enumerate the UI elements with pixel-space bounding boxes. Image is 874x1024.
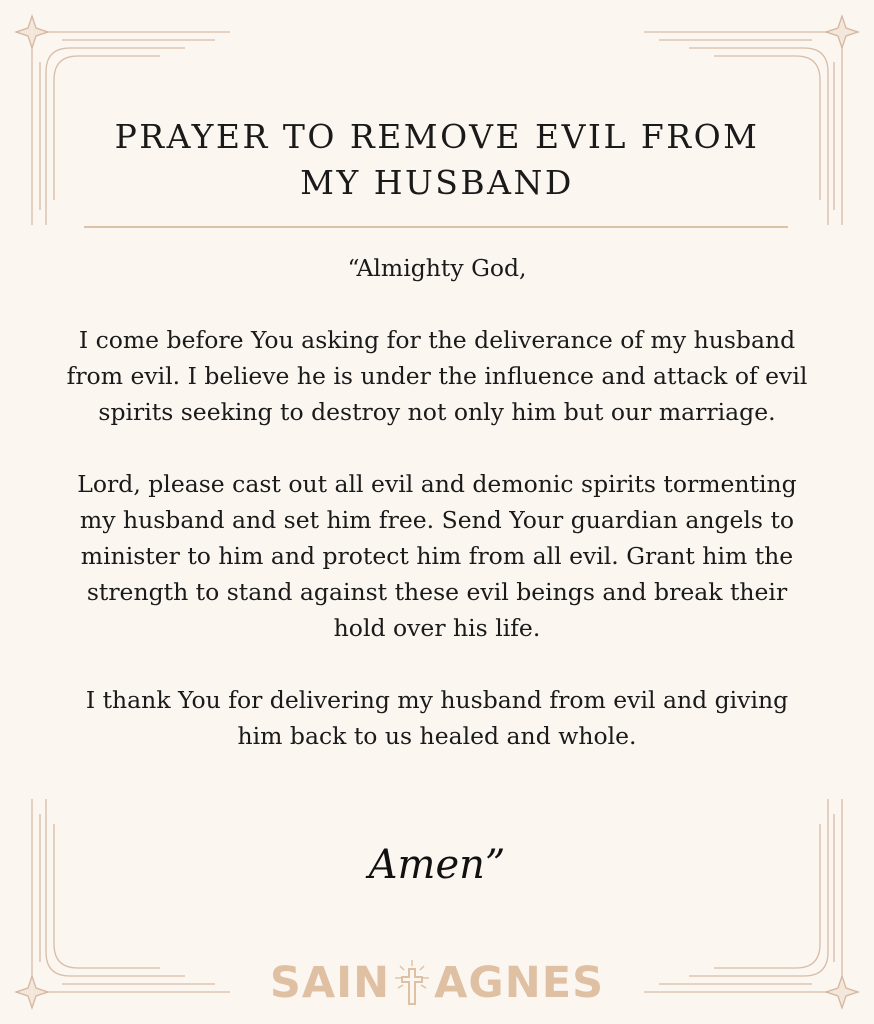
prayer-paragraph: I come before You asking for the deliverance of my husband from evil. I believe he is under the influence and attack of evil spirits seeking to destroy not only him but our marriage. — [66, 326, 808, 426]
prayer-paragraph: Lord, please cast out all evil and demonic spirits tormenting my husband and set him free. Send Your guardian angels to minister to him and protect him from all evil. Grant him the strength to stand against these evil beings and break their hold over his life. — [77, 470, 797, 642]
logo-text-right: AGNES — [434, 958, 605, 1008]
page-title: PRAYER TO REMOVE EVIL FROM MY HUSBAND — [114, 117, 760, 202]
prayer-paragraph: I thank You for delivering my husband from evil and giving him back to us healed and whole. — [85, 686, 789, 750]
title-divider — [84, 226, 788, 228]
prayer-text — [60, 250, 814, 790]
prayer-opening: “Almighty God, — [347, 254, 527, 282]
logo-text-left: SAIN — [269, 958, 391, 1008]
star-icon — [16, 16, 48, 48]
prayer-closing: Amen” — [368, 842, 506, 888]
star-icon — [826, 16, 858, 48]
cross-icon — [392, 958, 432, 1008]
brand-logo — [0, 958, 874, 1008]
